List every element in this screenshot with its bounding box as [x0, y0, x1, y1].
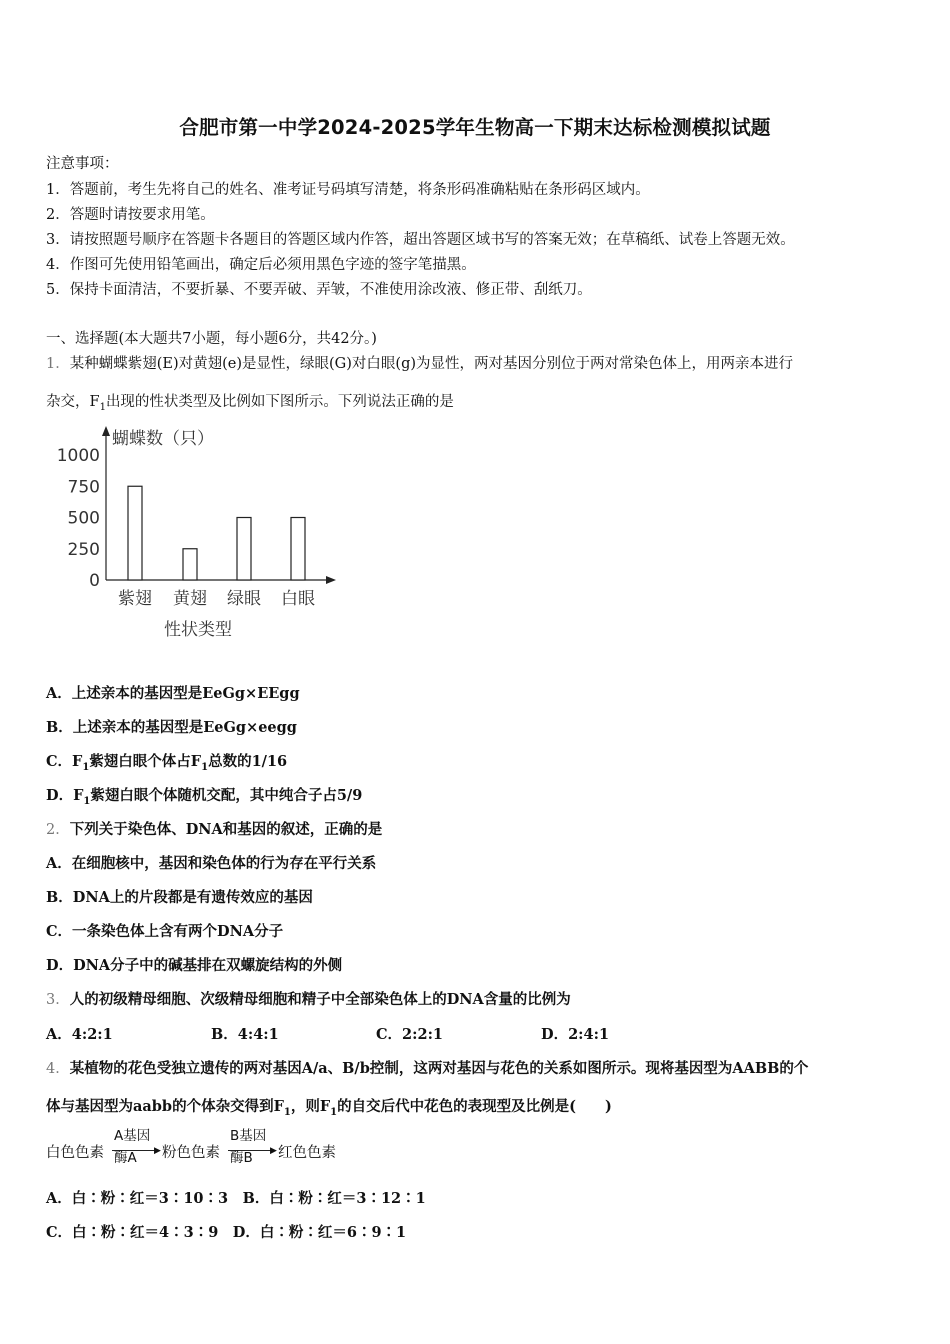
- notice-item: 3．请按照题号顺序在答题卡各题目的答题区域内作答，超出答题区域书写的答案无效；在草稿纸、试卷上答题无效。: [46, 232, 795, 248]
- notice-item: 5．保持卡面清洁，不要折暴、不要弄破、弄皱，不准使用涂改液、修正带、刮纸刀。: [46, 282, 592, 298]
- option-b[interactable]: B．DNA上的片段都是有遗传效应的基因: [46, 889, 313, 906]
- section-heading: 一、选择题(本大题共7小题，每小题6分，共42分。): [46, 331, 377, 347]
- option-c[interactable]: C．一条染色体上含有两个DNA分子: [46, 923, 284, 940]
- y-tick-label: 1000: [56, 446, 100, 466]
- x-category-label: 白眼: [281, 589, 315, 609]
- option-text: 紫翅白眼个体随机交配，其中纯合子占5/9: [90, 787, 363, 804]
- bar: [237, 518, 251, 581]
- question-2: [46, 818, 382, 839]
- notice-heading: 注意事项：: [46, 156, 119, 172]
- question-1-line-2: [46, 390, 454, 413]
- question-4-line-1: [46, 1057, 808, 1078]
- option-b[interactable]: [46, 716, 297, 737]
- question-number: 2．: [46, 822, 70, 838]
- option-text: 总数的1/16: [208, 753, 288, 770]
- options-row: [46, 1023, 706, 1044]
- subscript: 1: [83, 795, 91, 807]
- subscript: 1: [99, 401, 106, 413]
- option-text: 紫翅白眼个体占F: [89, 753, 202, 770]
- option-text: B．上述亲本的基因型是EeGg×eegg: [46, 719, 297, 736]
- options-row[interactable]: A．白∶粉∶红＝3∶10∶3 B．白∶粉∶红＝3∶12∶1: [46, 1190, 426, 1207]
- option-text: D．F: [46, 787, 84, 804]
- question-text: 某种蝴蝶紫翅(E)对黄翅(e)是显性，绿眼(G)对白眼(g)为显性，两对基因分别位于两对常染色体上，用两亲本进行: [69, 356, 794, 372]
- pigment-pathway-diagram: [46, 1124, 546, 1164]
- question-text: 某植物的花色受独立遗传的两对基因A/a、B/b控制，这两对基因与花色的关系如图所示。现将基因型为AABB的个: [69, 1060, 809, 1077]
- subscript: 1: [201, 761, 209, 773]
- options-row[interactable]: C．白∶粉∶红＝4∶3∶9 D．白∶粉∶红＝6∶9∶1: [46, 1224, 407, 1241]
- x-axis-arrow: [326, 576, 336, 584]
- option-text: A．上述亲本的基因型是EeGg×EEgg: [46, 685, 300, 702]
- arrow-head-icon: ▶: [270, 1146, 277, 1156]
- gene-b-label: B基因: [230, 1128, 267, 1144]
- y-tick-label: 500: [67, 508, 100, 529]
- question-number: 1．: [46, 356, 70, 372]
- arrow-head-icon: ▶: [154, 1146, 161, 1156]
- bar: [128, 486, 142, 580]
- pink-pigment-label: 粉色色素: [162, 1145, 220, 1161]
- option-c[interactable]: C．2:2:1: [376, 1026, 444, 1043]
- notice-item: 1．答题前，考生先将自己的姓名、准考证号码填写清楚，将条形码准确粘贴在条形码区域内。: [46, 182, 650, 198]
- option-a[interactable]: A．4:2:1: [46, 1026, 113, 1043]
- option-d[interactable]: D．2:4:1: [541, 1026, 610, 1043]
- question-text: 体与基因型为aabb的个体杂交得到F: [46, 1098, 284, 1115]
- bar-chart: [46, 422, 346, 647]
- y-axis-label: 蝴蝶数（只）: [112, 429, 214, 449]
- question-number: 4．: [46, 1061, 70, 1077]
- option-b[interactable]: B．4:4:1: [211, 1026, 279, 1043]
- x-category-label: 绿眼: [227, 589, 261, 609]
- enzyme-a-label: 酶A: [114, 1150, 137, 1166]
- notice-item: 4．作图可先使用铅笔画出，确定后必须用黑色字迹的签字笔描黑。: [46, 257, 476, 273]
- y-tick-label: 0: [89, 571, 100, 591]
- subscript: 1: [330, 1106, 338, 1118]
- option-text: C．F: [46, 753, 83, 770]
- red-pigment-label: 红色色素: [278, 1145, 336, 1161]
- question-4-line-2: [46, 1095, 612, 1118]
- question-number: 3．: [46, 992, 70, 1008]
- option-c[interactable]: [46, 750, 287, 773]
- question-text: 下列关于染色体、DNA和基因的叙述，正确的是: [69, 821, 383, 838]
- option-a[interactable]: A．在细胞核中，基因和染色体的行为存在平行关系: [46, 855, 377, 872]
- bar: [291, 518, 305, 581]
- option-a[interactable]: [46, 682, 300, 703]
- question-1-line-1: [46, 352, 793, 373]
- subscript: 1: [283, 1106, 291, 1118]
- question-text: 出现的性状类型及比例如下图所示。下列说法正确的是: [105, 394, 454, 410]
- subscript: 1: [82, 761, 90, 773]
- x-category-label: 黄翅: [173, 589, 207, 609]
- y-tick-label: 250: [67, 539, 100, 560]
- gene-a-label: A基因: [114, 1128, 151, 1144]
- bar: [183, 549, 197, 580]
- question-text: 人的初级精母细胞、次级精母细胞和精子中全部染色体上的DNA含量的比例为: [69, 991, 571, 1008]
- option-d[interactable]: [46, 784, 362, 807]
- question-text: ，则F: [290, 1098, 331, 1115]
- y-tick-label: 750: [67, 477, 100, 498]
- white-pigment-label: 白色色素: [46, 1145, 104, 1161]
- question-text: 杂交，F: [46, 394, 100, 410]
- y-axis-arrow: [102, 426, 110, 436]
- option-d[interactable]: D．DNA分子中的碱基排在双螺旋结构的外侧: [46, 957, 343, 974]
- question-text: 的自交后代中花色的表现型及比例是( ): [337, 1098, 612, 1115]
- x-axis-label: 性状类型: [164, 620, 232, 640]
- page-title: 合肥市第一中学2024-2025学年生物高一下期末达标检测模拟试题: [179, 116, 771, 139]
- x-category-label: 紫翅: [118, 589, 152, 609]
- notice-item: 2．答题时请按要求用笔。: [46, 207, 215, 223]
- question-3: [46, 988, 571, 1009]
- enzyme-b-label: 酶B: [230, 1150, 253, 1166]
